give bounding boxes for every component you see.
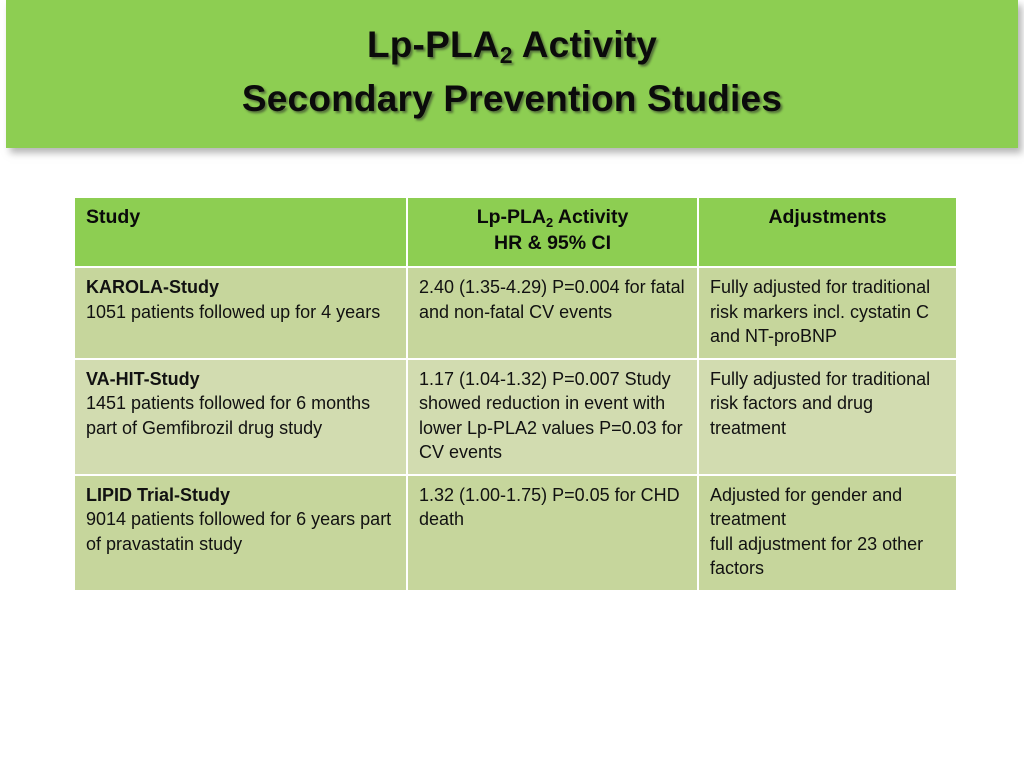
cell-study <box>75 268 406 358</box>
cell-activity <box>408 476 697 590</box>
column-header-study: Study <box>75 198 406 266</box>
study-name: KAROLA-Study <box>86 277 219 297</box>
cell-adjustments <box>699 476 956 590</box>
title-banner-text <box>6 20 1018 123</box>
column-header-adjustments: Adjustments <box>699 198 956 266</box>
study-name: VA-HIT-Study <box>86 368 200 389</box>
study-description: 9014 patients followed for 6 years part of pravastatin study <box>86 509 392 554</box>
cell-activity <box>408 360 697 474</box>
study-description: 1451 patients followed for 6 months part of Gemfibrozil drug study <box>86 393 371 438</box>
studies-table <box>73 196 958 592</box>
title-banner <box>6 0 1018 148</box>
adjustments-text-line2: full adjustment for 23 other factors <box>710 533 924 578</box>
table-header-row <box>75 198 956 266</box>
title-line-1-pre: Lp-PLA <box>366 24 500 65</box>
title-line-1 <box>6 20 1018 74</box>
cell-study <box>75 360 406 474</box>
activity-value: 1.32 (1.00-1.75) P=0.05 for CHD death <box>419 484 680 529</box>
column-header-activity-post: Activity <box>553 206 629 228</box>
study-name: LIPID Trial-Study <box>86 484 231 505</box>
cell-adjustments <box>699 268 956 358</box>
table-row <box>75 360 956 474</box>
cell-study <box>75 476 406 590</box>
activity-value: 2.40 (1.35-4.29) P=0.004 for fatal and non-fatal CV events <box>419 277 685 322</box>
adjustments-text: Fully adjusted for traditional risk factors and drug treatment <box>710 368 931 438</box>
table-header <box>75 198 956 266</box>
title-line-1-post: Activity <box>512 24 658 65</box>
title-line-2: Secondary Prevention Studies <box>241 78 783 119</box>
column-header-activity-subscript: 2 <box>546 214 554 230</box>
cell-adjustments <box>699 360 956 474</box>
table-row <box>75 268 956 358</box>
adjustments-text: Fully adjusted for traditional risk markers incl. cystatin C and NT-proBNP <box>710 277 931 346</box>
adjustments-text-line1: Adjusted for gender and treatment <box>710 484 903 529</box>
column-header-activity <box>408 198 697 266</box>
table-body <box>75 268 956 590</box>
column-header-activity-pre: Lp-PLA <box>476 206 547 228</box>
table-row <box>75 476 956 590</box>
activity-value: 1.17 (1.04-1.32) P=0.007 Study showed reduction in event with lower Lp-PLA2 values P=0.03 for CV events <box>419 368 683 462</box>
column-header-activity-line2: HR & 95% CI <box>493 232 612 254</box>
title-line-1-subscript: 2 <box>499 42 513 69</box>
study-description: 1051 patients followed up for 4 years <box>86 301 381 322</box>
cell-activity <box>408 268 697 358</box>
